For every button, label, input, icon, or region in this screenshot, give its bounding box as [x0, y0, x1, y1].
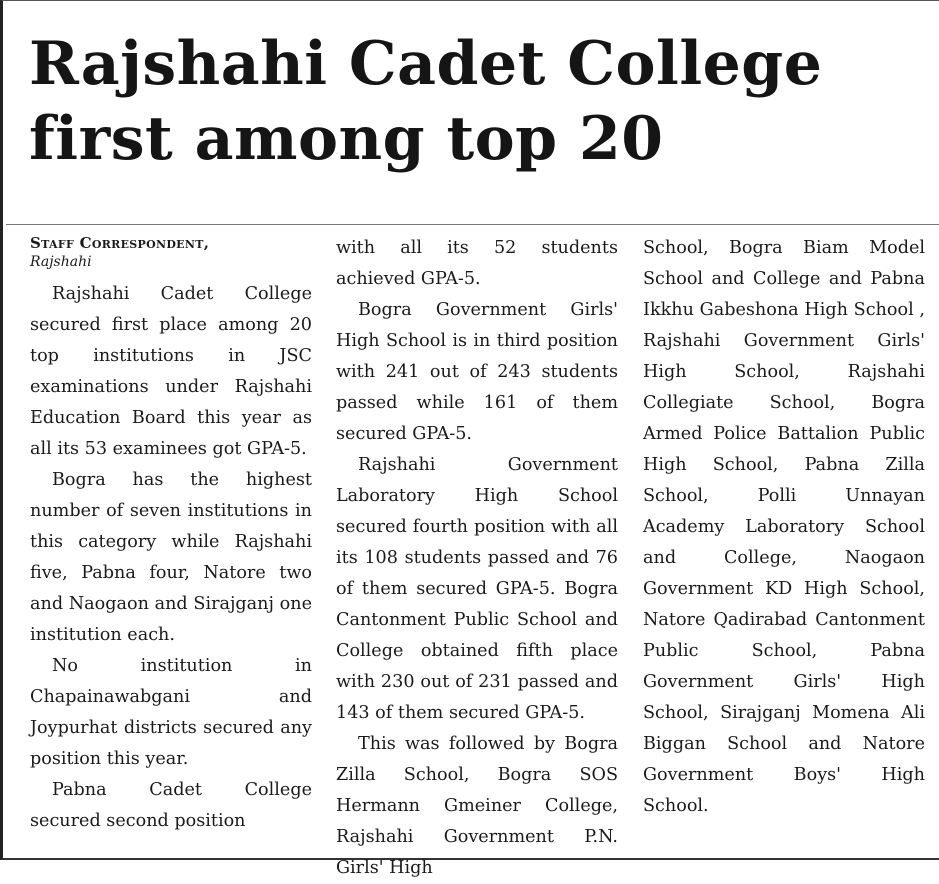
paragraph: No institution in Chapainawabgani and Joypurhat districts secured any position this year. — [30, 656, 312, 769]
byline: Staff Correspondent, — [30, 234, 210, 252]
article-column-3 — [643, 233, 925, 822]
article-column-1 — [30, 233, 312, 837]
byline-place: Rajshahi — [30, 254, 92, 270]
paragraph: Rajshahi Government Laboratory High School secured fourth position with all its 108 students passed and 76 of them secured GPA-5. Bogra Cantonment Public School and College obtained fifth place with 230 out of 231 passed and 143 of them secured GPA-5. — [336, 455, 618, 723]
headline: Rajshahi Cadet College first among top 20 — [29, 29, 823, 174]
paragraph-continued: with all its 52 students achieved GPA-5. — [336, 238, 618, 289]
paragraph: This was followed by Bogra Zilla School, Bogra SOS Hermann Gmeiner College, Rajshahi Government P.N. Girls' High — [336, 734, 618, 878]
paragraph: Bogra has the highest number of seven institutions in this category while Rajshahi five, Pabna four, Natore two and Naogaon and Sirajganj one institution each. — [30, 470, 312, 645]
article-column-2 — [336, 233, 618, 884]
paragraph-continued: School, Bogra Biam Model School and College and Pabna Ikkhu Gabeshona High School , Rajshahi Government Girls' High School, Rajshahi Collegiate School, Bogra Armed Police Battalion Public High School, Pabna Zilla School, Polli Unnayan Academy Laboratory School and College, Naogaon Government KD High School, Natore Qadirabad Cantonment Public School, Pabna Government Girls' High School, Sirajganj Momena Ali Biggan School and Natore Government Boys' High School. — [643, 238, 925, 816]
paragraph: Bogra Government Girls' High School is in third position with 241 out of 243 students passed while 161 of them secured GPA-5. — [336, 300, 618, 444]
paragraph: Rajshahi Cadet College secured first place among 20 top institutions in JSC examinations under Rajshahi Education Board this year as all its 53 examinees got GPA-5. — [30, 284, 312, 459]
paragraph: Pabna Cadet College secured second position — [30, 780, 312, 831]
headline-divider — [6, 224, 939, 225]
